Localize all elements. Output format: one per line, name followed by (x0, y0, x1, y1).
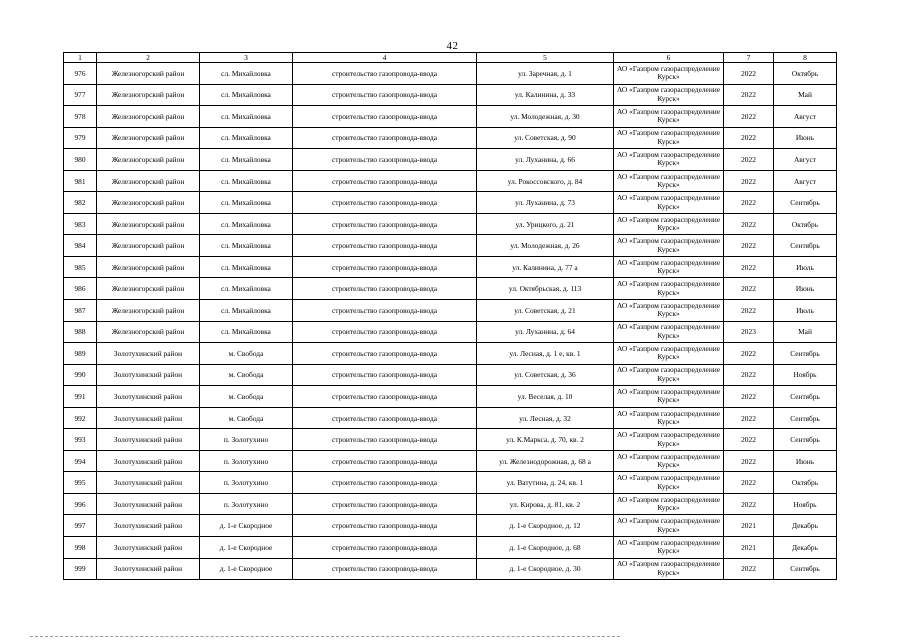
year-cell: 2022 (724, 170, 774, 192)
month-cell: Ноябрь (774, 364, 837, 386)
month-cell: Декабрь (774, 515, 837, 537)
table-row (64, 278, 837, 300)
year-cell: 2022 (724, 63, 774, 85)
month-cell: Август (774, 106, 837, 128)
row-number-cell: 977 (64, 84, 97, 106)
organization-cell: АО «Газпром газораспределение Курск» (614, 558, 724, 580)
year-cell: 2022 (724, 235, 774, 257)
work-type-cell: строительство газопровода-ввода (293, 493, 477, 515)
address-cell: ул. Урицкого, д. 21 (477, 213, 614, 235)
settlement-cell: сл. Михайловка (200, 106, 293, 128)
organization-cell: АО «Газпром газораспределение Курск» (614, 84, 724, 106)
year-cell: 2022 (724, 300, 774, 322)
work-type-cell: строительство газопровода-ввода (293, 170, 477, 192)
address-cell: ул. Калинина, д. 77 а (477, 256, 614, 278)
work-type-cell: строительство газопровода-ввода (293, 558, 477, 580)
table-row (64, 170, 837, 192)
work-type-cell: строительство газопровода-ввода (293, 213, 477, 235)
organization-cell: АО «Газпром газораспределение Курск» (614, 235, 724, 257)
district-cell: Железногорский район (97, 235, 200, 257)
district-cell: Железногорский район (97, 321, 200, 343)
row-number-cell: 993 (64, 429, 97, 451)
work-type-cell: строительство газопровода-ввода (293, 278, 477, 300)
organization-cell: АО «Газпром газораспределение Курск» (614, 106, 724, 128)
column-number-row (64, 53, 837, 63)
settlement-cell: д. 1-е Скородное (200, 558, 293, 580)
work-type-cell: строительство газопровода-ввода (293, 343, 477, 365)
table-row (64, 537, 837, 559)
settlement-cell: д. 1-е Скородное (200, 515, 293, 537)
month-cell: Август (774, 170, 837, 192)
registry-table (63, 52, 837, 580)
settlement-cell: сл. Михайловка (200, 192, 293, 214)
table-row (64, 84, 837, 106)
year-cell: 2022 (724, 364, 774, 386)
district-cell: Железногорский район (97, 278, 200, 300)
row-number-cell: 989 (64, 343, 97, 365)
address-cell: ул. Лесная, д. 32 (477, 407, 614, 429)
month-cell: Август (774, 149, 837, 171)
settlement-cell: п. Золотухино (200, 450, 293, 472)
organization-cell: АО «Газпром газораспределение Курск» (614, 170, 724, 192)
month-cell: Июнь (774, 278, 837, 300)
district-cell: Железногорский район (97, 300, 200, 322)
row-number-cell: 980 (64, 149, 97, 171)
row-number-cell: 992 (64, 407, 97, 429)
row-number-cell: 999 (64, 558, 97, 580)
organization-cell: АО «Газпром газораспределение Курск» (614, 343, 724, 365)
district-cell: Золотухинский район (97, 558, 200, 580)
month-cell: Май (774, 84, 837, 106)
month-cell: Июль (774, 300, 837, 322)
row-number-cell: 985 (64, 256, 97, 278)
district-cell: Железногорский район (97, 192, 200, 214)
month-cell: Ноябрь (774, 493, 837, 515)
district-cell: Железногорский район (97, 127, 200, 149)
district-cell: Золотухинский район (97, 364, 200, 386)
month-cell: Сентябрь (774, 343, 837, 365)
row-number-cell: 982 (64, 192, 97, 214)
year-cell: 2023 (724, 321, 774, 343)
year-cell: 2022 (724, 450, 774, 472)
settlement-cell: м. Свобода (200, 364, 293, 386)
district-cell: Железногорский район (97, 213, 200, 235)
work-type-cell: строительство газопровода-ввода (293, 235, 477, 257)
district-cell: Золотухинский район (97, 343, 200, 365)
row-number-cell: 994 (64, 450, 97, 472)
settlement-cell: сл. Михайловка (200, 127, 293, 149)
table-row (64, 472, 837, 494)
table-row (64, 450, 837, 472)
month-cell: Октябрь (774, 213, 837, 235)
table-row (64, 235, 837, 257)
month-cell: Сентябрь (774, 407, 837, 429)
month-cell: Сентябрь (774, 429, 837, 451)
address-cell: ул. Луханина, д. 73 (477, 192, 614, 214)
row-number-cell: 981 (64, 170, 97, 192)
organization-cell: АО «Газпром газораспределение Курск» (614, 149, 724, 171)
address-cell: ул. Железнодорожная, д. 68 а (477, 450, 614, 472)
district-cell: Железногорский район (97, 170, 200, 192)
table-row (64, 127, 837, 149)
settlement-cell: м. Свобода (200, 407, 293, 429)
address-cell: ул. Молодежная, д. 26 (477, 235, 614, 257)
settlement-cell: д. 1-е Скородное (200, 537, 293, 559)
year-cell: 2022 (724, 84, 774, 106)
address-cell: ул. К.Маркса, д. 70, кв. 2 (477, 429, 614, 451)
year-cell: 2022 (724, 127, 774, 149)
year-cell: 2022 (724, 472, 774, 494)
settlement-cell: сл. Михайловка (200, 149, 293, 171)
organization-cell: АО «Газпром газораспределение Курск» (614, 472, 724, 494)
work-type-cell: строительство газопровода-ввода (293, 106, 477, 128)
organization-cell: АО «Газпром газораспределение Курск» (614, 537, 724, 559)
address-cell: д. 1-е Скородное, д. 68 (477, 537, 614, 559)
work-type-cell: строительство газопровода-ввода (293, 63, 477, 85)
year-cell: 2022 (724, 149, 774, 171)
row-number-cell: 984 (64, 235, 97, 257)
organization-cell: АО «Газпром газораспределение Курск» (614, 407, 724, 429)
work-type-cell: строительство газопровода-ввода (293, 407, 477, 429)
organization-cell: АО «Газпром газораспределение Курск» (614, 192, 724, 214)
address-cell: ул. Веселая, д. 10 (477, 386, 614, 408)
work-type-cell: строительство газопровода-ввода (293, 386, 477, 408)
column-header: 4 (293, 53, 477, 63)
district-cell: Железногорский район (97, 256, 200, 278)
column-header: 2 (97, 53, 200, 63)
column-header: 8 (774, 53, 837, 63)
settlement-cell: п. Золотухино (200, 472, 293, 494)
organization-cell: АО «Газпром газораспределение Курск» (614, 321, 724, 343)
district-cell: Железногорский район (97, 63, 200, 85)
organization-cell: АО «Газпром газораспределение Курск» (614, 450, 724, 472)
address-cell: ул. Заречная, д. 1 (477, 63, 614, 85)
year-cell: 2022 (724, 192, 774, 214)
work-type-cell: строительство газопровода-ввода (293, 450, 477, 472)
organization-cell: АО «Газпром газораспределение Курск» (614, 364, 724, 386)
settlement-cell: сл. Михайловка (200, 213, 293, 235)
address-cell: ул. Луханина, д. 66 (477, 149, 614, 171)
registry-body (64, 63, 837, 580)
year-cell: 2022 (724, 429, 774, 451)
district-cell: Золотухинский район (97, 515, 200, 537)
district-cell: Золотухинский район (97, 537, 200, 559)
month-cell: Сентябрь (774, 192, 837, 214)
table-row (64, 364, 837, 386)
row-number-cell: 998 (64, 537, 97, 559)
organization-cell: АО «Газпром газораспределение Курск» (614, 493, 724, 515)
address-cell: ул. Ватутина, д. 24, кв. 1 (477, 472, 614, 494)
organization-cell: АО «Газпром газораспределение Курск» (614, 278, 724, 300)
year-cell: 2022 (724, 278, 774, 300)
table-row (64, 213, 837, 235)
settlement-cell: сл. Михайловка (200, 321, 293, 343)
settlement-cell: сл. Михайловка (200, 256, 293, 278)
work-type-cell: строительство газопровода-ввода (293, 84, 477, 106)
table-row (64, 256, 837, 278)
address-cell: ул. Рокоссовского, д. 84 (477, 170, 614, 192)
work-type-cell: строительство газопровода-ввода (293, 192, 477, 214)
table-row (64, 558, 837, 580)
settlement-cell: сл. Михайловка (200, 170, 293, 192)
table-row (64, 493, 837, 515)
row-number-cell: 990 (64, 364, 97, 386)
address-cell: ул. Октябрьская, д. 113 (477, 278, 614, 300)
district-cell: Золотухинский район (97, 386, 200, 408)
settlement-cell: сл. Михайловка (200, 84, 293, 106)
settlement-cell: сл. Михайловка (200, 300, 293, 322)
table-row (64, 386, 837, 408)
row-number-cell: 983 (64, 213, 97, 235)
organization-cell: АО «Газпром газораспределение Курск» (614, 300, 724, 322)
work-type-cell: строительство газопровода-ввода (293, 429, 477, 451)
row-number-cell: 986 (64, 278, 97, 300)
work-type-cell: строительство газопровода-ввода (293, 537, 477, 559)
row-number-cell: 991 (64, 386, 97, 408)
row-number-cell: 996 (64, 493, 97, 515)
work-type-cell: строительство газопровода-ввода (293, 256, 477, 278)
district-cell: Золотухинский район (97, 450, 200, 472)
address-cell: ул. Кирова, д. 81, кв. 2 (477, 493, 614, 515)
row-number-cell: 979 (64, 127, 97, 149)
month-cell: Май (774, 321, 837, 343)
settlement-cell: сл. Михайловка (200, 235, 293, 257)
settlement-cell: сл. Михайловка (200, 63, 293, 85)
table-row (64, 300, 837, 322)
settlement-cell: п. Золотухино (200, 493, 293, 515)
page-number: 42 (446, 40, 459, 52)
year-cell: 2022 (724, 558, 774, 580)
column-header: 7 (724, 53, 774, 63)
organization-cell: АО «Газпром газораспределение Курск» (614, 515, 724, 537)
district-cell: Железногорский район (97, 149, 200, 171)
address-cell: ул. Лесная, д. 1 е, кв. 1 (477, 343, 614, 365)
row-number-cell: 978 (64, 106, 97, 128)
month-cell: Июль (774, 256, 837, 278)
year-cell: 2022 (724, 213, 774, 235)
footer-rule (30, 636, 620, 637)
month-cell: Октябрь (774, 472, 837, 494)
year-cell: 2021 (724, 537, 774, 559)
organization-cell: АО «Газпром газораспределение Курск» (614, 386, 724, 408)
address-cell: ул. Калинина, д. 33 (477, 84, 614, 106)
row-number-cell: 988 (64, 321, 97, 343)
district-cell: Золотухинский район (97, 472, 200, 494)
district-cell: Золотухинский район (97, 429, 200, 451)
address-cell: ул. Советская, д. 36 (477, 364, 614, 386)
work-type-cell: строительство газопровода-ввода (293, 321, 477, 343)
district-cell: Железногорский район (97, 106, 200, 128)
year-cell: 2022 (724, 256, 774, 278)
work-type-cell: строительство газопровода-ввода (293, 472, 477, 494)
district-cell: Золотухинский район (97, 407, 200, 429)
settlement-cell: сл. Михайловка (200, 278, 293, 300)
table-row (64, 63, 837, 85)
month-cell: Сентябрь (774, 235, 837, 257)
table-row (64, 192, 837, 214)
work-type-cell: строительство газопровода-ввода (293, 364, 477, 386)
row-number-cell: 995 (64, 472, 97, 494)
work-type-cell: строительство газопровода-ввода (293, 127, 477, 149)
year-cell: 2022 (724, 493, 774, 515)
organization-cell: АО «Газпром газораспределение Курск» (614, 63, 724, 85)
table-row (64, 407, 837, 429)
organization-cell: АО «Газпром газораспределение Курск» (614, 127, 724, 149)
month-cell: Сентябрь (774, 386, 837, 408)
column-header: 5 (477, 53, 614, 63)
organization-cell: АО «Газпром газораспределение Курск» (614, 256, 724, 278)
column-header: 1 (64, 53, 97, 63)
address-cell: ул. Советская, д. 90 (477, 127, 614, 149)
row-number-cell: 976 (64, 63, 97, 85)
year-cell: 2022 (724, 343, 774, 365)
column-header: 3 (200, 53, 293, 63)
organization-cell: АО «Газпром газораспределение Курск» (614, 429, 724, 451)
year-cell: 2022 (724, 407, 774, 429)
address-cell: д. 1-е Скородное, д. 30 (477, 558, 614, 580)
month-cell: Октябрь (774, 63, 837, 85)
district-cell: Золотухинский район (97, 493, 200, 515)
month-cell: Июнь (774, 127, 837, 149)
month-cell: Декабрь (774, 537, 837, 559)
address-cell: ул. Советская, д. 21 (477, 300, 614, 322)
table-row (64, 321, 837, 343)
month-cell: Сентябрь (774, 558, 837, 580)
work-type-cell: строительство газопровода-ввода (293, 149, 477, 171)
address-cell: д. 1-е Скородное, д. 12 (477, 515, 614, 537)
settlement-cell: м. Свобода (200, 343, 293, 365)
work-type-cell: строительство газопровода-ввода (293, 515, 477, 537)
year-cell: 2022 (724, 386, 774, 408)
year-cell: 2021 (724, 515, 774, 537)
organization-cell: АО «Газпром газораспределение Курск» (614, 213, 724, 235)
row-number-cell: 997 (64, 515, 97, 537)
district-cell: Железногорский район (97, 84, 200, 106)
table-row (64, 515, 837, 537)
table-row (64, 429, 837, 451)
settlement-cell: п. Золотухино (200, 429, 293, 451)
year-cell: 2022 (724, 106, 774, 128)
table-row (64, 149, 837, 171)
table-row (64, 106, 837, 128)
month-cell: Июнь (774, 450, 837, 472)
column-header: 6 (614, 53, 724, 63)
work-type-cell: строительство газопровода-ввода (293, 300, 477, 322)
row-number-cell: 987 (64, 300, 97, 322)
address-cell: ул. Луханина, д. 64 (477, 321, 614, 343)
table-row (64, 343, 837, 365)
settlement-cell: м. Свобода (200, 386, 293, 408)
address-cell: ул. Молодежная, д. 30 (477, 106, 614, 128)
